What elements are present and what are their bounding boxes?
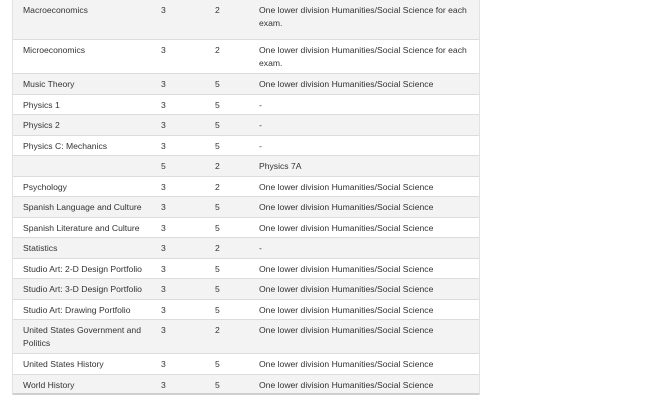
- subject-cell: Spanish Language and Culture: [23, 202, 142, 212]
- table-row: [13, 95, 479, 116]
- score-cell: 3: [161, 243, 166, 253]
- credit-cell: One lower division Humanities/Social Science: [259, 263, 434, 274]
- credit-cell: One lower division Humanities/Social Science: [259, 79, 434, 89]
- table-row: [13, 136, 479, 157]
- units-cell: 2: [215, 325, 220, 335]
- table-row: [13, 40, 479, 74]
- score-cell: 3: [161, 304, 166, 315]
- table-row: [13, 197, 479, 218]
- units-cell: 5: [215, 79, 220, 89]
- score-cell: 5: [161, 161, 166, 171]
- table-row: [13, 218, 479, 239]
- table-row: [13, 320, 479, 354]
- subject-cell: Macroeconomics: [23, 5, 88, 15]
- score-cell: 3: [161, 202, 166, 212]
- units-cell: 5: [215, 120, 220, 130]
- units-cell: 2: [215, 5, 220, 15]
- score-cell: 3: [161, 79, 166, 89]
- score-cell: 3: [161, 99, 166, 110]
- units-cell: 2: [215, 243, 220, 253]
- units-cell: 5: [215, 359, 220, 369]
- score-cell: 3: [161, 359, 166, 369]
- subject-cell: United States Government and Politics: [23, 325, 141, 349]
- ap-credit-table: [12, 0, 480, 395]
- subject-cell: Psychology: [23, 181, 67, 192]
- credit-cell: One lower division Humanities/Social Science: [259, 379, 434, 390]
- score-cell: 3: [161, 263, 166, 274]
- table-row: [13, 300, 479, 321]
- credit-cell: -: [259, 243, 262, 253]
- table-row: [13, 177, 479, 198]
- subject-cell: Music Theory: [23, 79, 75, 89]
- credit-cell: One lower division Humanities/Social Science: [259, 202, 434, 212]
- units-cell: 5: [215, 304, 220, 315]
- subject-cell: Physics C: Mechanics: [23, 140, 108, 151]
- table-row: [13, 0, 479, 40]
- credit-cell: -: [259, 120, 262, 130]
- score-cell: 3: [161, 140, 166, 151]
- table-row: [13, 238, 479, 259]
- credit-cell: One lower division Humanities/Social Science: [259, 181, 434, 192]
- score-cell: 3: [161, 379, 166, 390]
- score-cell: 3: [161, 284, 166, 294]
- score-cell: 3: [161, 325, 166, 335]
- table-row: [13, 354, 479, 375]
- units-cell: 5: [215, 99, 220, 110]
- credit-cell: One lower division Humanities/Social Science: [259, 284, 434, 294]
- subject-cell: Statistics: [23, 243, 58, 253]
- subject-cell: Physics 2: [23, 120, 60, 130]
- units-cell: 5: [215, 140, 220, 151]
- credit-cell: One lower division Humanities/Social Science: [259, 222, 434, 233]
- credit-cell: Physics 7A: [259, 161, 302, 171]
- score-cell: 3: [161, 45, 166, 55]
- units-cell: 5: [215, 202, 220, 212]
- score-cell: 3: [161, 5, 166, 15]
- subject-cell: Studio Art: 3-D Design Portfolio: [23, 284, 142, 294]
- units-cell: 5: [215, 379, 220, 390]
- credit-cell: One lower division Humanities/Social Science: [259, 304, 434, 315]
- credit-cell: One lower division Humanities/Social Science for each exam.: [259, 5, 467, 29]
- credit-cell: One lower division Humanities/Social Science for each exam.: [259, 45, 467, 69]
- credit-cell: -: [259, 99, 262, 110]
- credit-cell: One lower division Humanities/Social Science: [259, 325, 434, 335]
- credit-cell: -: [259, 140, 262, 151]
- table-row: [13, 156, 479, 177]
- table-row: [13, 279, 479, 300]
- credit-cell: One lower division Humanities/Social Science: [259, 359, 434, 369]
- subject-cell: Studio Art: Drawing Portfolio: [23, 304, 131, 315]
- subject-cell: [13, 156, 151, 176]
- subject-cell: Spanish Literature and Culture: [23, 222, 140, 233]
- subject-cell: Studio Art: 2-D Design Portfolio: [23, 263, 142, 274]
- subject-cell: Microeconomics: [23, 45, 86, 55]
- table-row: [13, 74, 479, 95]
- subject-cell: Physics 1: [23, 99, 60, 110]
- subject-cell: United States History: [23, 359, 104, 369]
- score-cell: 3: [161, 120, 166, 130]
- units-cell: 5: [215, 263, 220, 274]
- score-cell: 3: [161, 181, 166, 192]
- units-cell: 2: [215, 181, 220, 192]
- subject-cell: World History: [23, 379, 75, 390]
- units-cell: 5: [215, 284, 220, 294]
- table-row: [13, 115, 479, 136]
- units-cell: 5: [215, 222, 220, 233]
- units-cell: 2: [215, 161, 220, 171]
- table-row: [13, 375, 479, 396]
- units-cell: 2: [215, 45, 220, 55]
- score-cell: 3: [161, 222, 166, 233]
- table-row: [13, 259, 479, 280]
